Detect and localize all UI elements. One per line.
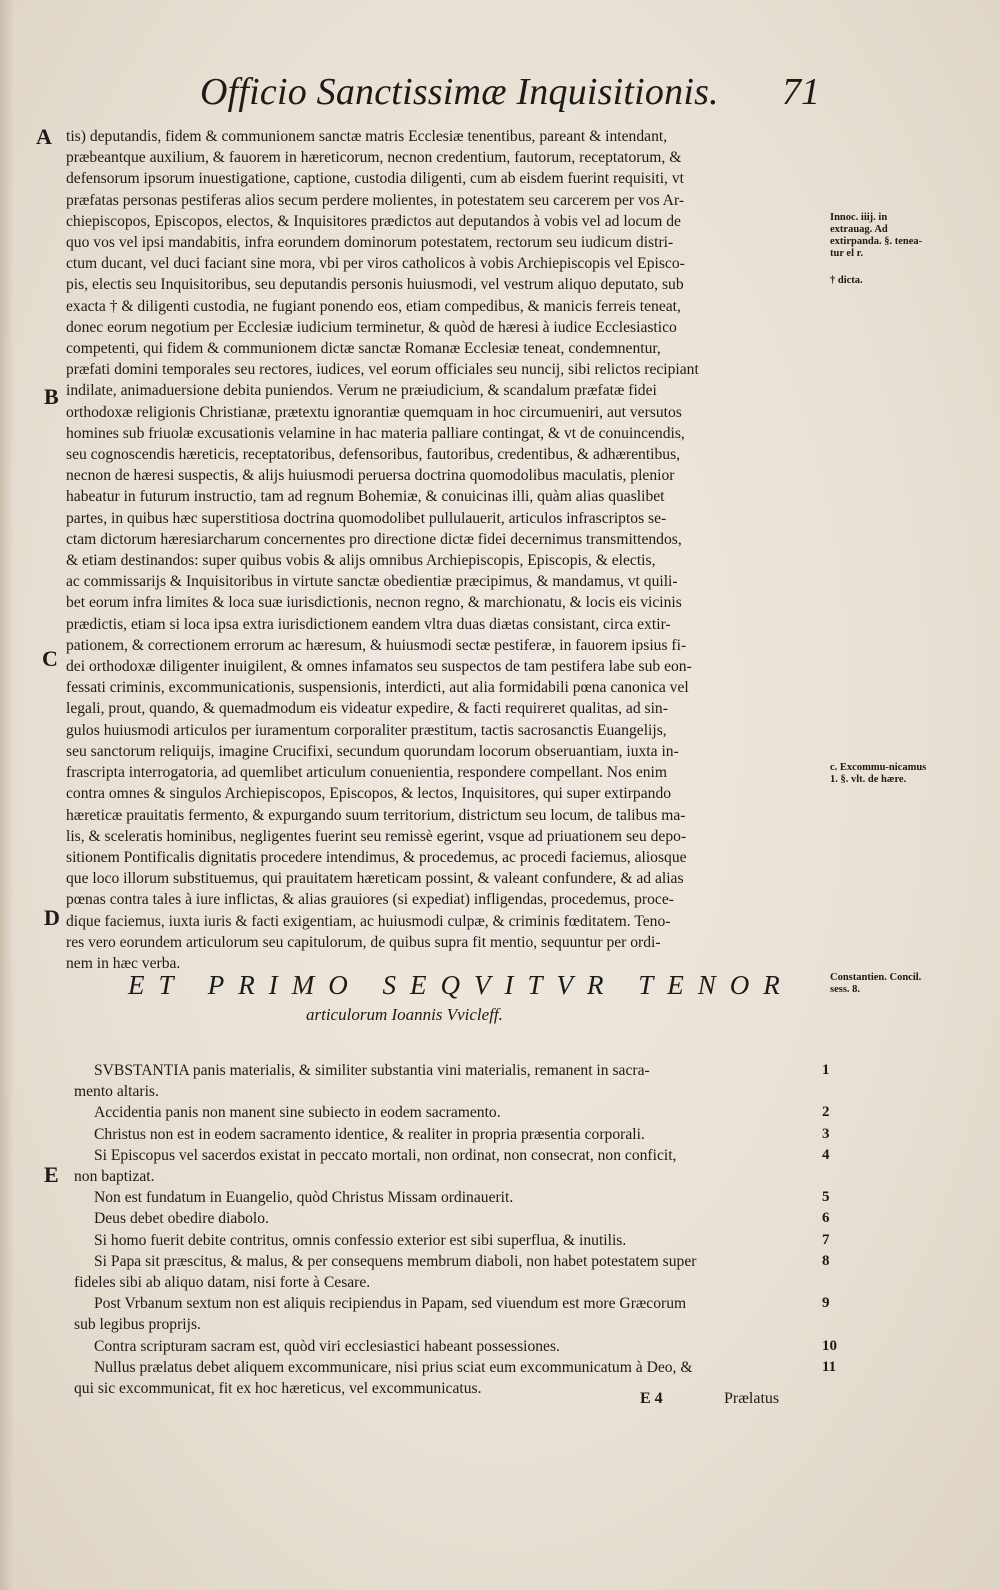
text-line: competenti, qui fidem & communionem dictæ sanctæ Romanæ Ecclesiæ teneat, condemnentur, — [66, 340, 661, 358]
article-text-continued: qui sic excommunicat, fit ex hoc hæreticus, vel excommunicatus. — [74, 1380, 482, 1398]
text-line: pœnas contra tales à iure inflictas, & alias grauiores (si expediat) infligendas, procedemus, proce- — [66, 891, 674, 909]
article-item — [74, 1336, 837, 1357]
text-line: exacta † & diligenti custodia, ne fugiant ponendo eos, etiam compedibus, & manicis ferreis teneat, — [66, 297, 681, 315]
article-text: Christus non est in eodem sacramento identice, & realiter in propria præsentia corporali. — [94, 1125, 645, 1143]
text-line: ac commissarijs & Inquisitoribus in virtute sanctæ obedientiæ præcipimus, & mandamus, vt quili- — [66, 573, 678, 591]
article-text: Si homo fuerit debite contritus, omnis confessio exterior est sibi superflua, & inutilis. — [94, 1231, 627, 1249]
catchword: Prælatus — [724, 1390, 780, 1407]
text-line: frascripta interrogatoria, ad quemlibet articulum conuenientia, respondere compellant. Nos enim — [66, 764, 668, 782]
text-line: contra omnes & singulos Archiepiscopos, Episcopos, & lectos, Inquisitores, qui super extirpando — [66, 785, 672, 803]
article-item — [74, 1251, 830, 1293]
article-text: Si Papa sit præscitus, & malus, & per consequens membrum diaboli, non habet potestatem super — [94, 1252, 697, 1270]
text-line: & etiam destinandos: super quibus vobis & alijs omnibus Archiepiscopis, Episcopis, & electis, — [66, 552, 656, 570]
text-line: indilate, animaduersione debita puniendos. Verum ne præiudicium, & scandalum præfatæ fidei — [66, 382, 657, 400]
page-footer — [640, 1390, 820, 1414]
text-line: seu sanctorum reliquijs, imagine Crucifixi, secundum quorundam locorum obseruantiam, iuxta in- — [66, 742, 679, 760]
article-text: Si Episcopus vel sacerdos existat in peccato mortali, non ordinat, non consecrat, non conficit, — [94, 1146, 677, 1164]
text-line: que loco illorum substituemus, qui prauitatem hæreticam possint, & valeant confundere, & ad alias — [66, 870, 684, 888]
margin-note-constantien: Constantien. Concil. sess. 8. — [830, 972, 922, 995]
margin-note-innoc: Innoc. iiij. in extrauag. Ad extirpanda. §. tenea-tur el r. — [830, 212, 923, 259]
text-line: seu cognoscendis hæreticis, receptatoribus, defensoribus, fautoribus, credentibus, & adhærentibus, — [66, 446, 681, 464]
text-line: necnon de hæresi suspectis, & alijs huiusmodi peruersa doctrina quomodolibus maculatis, plenior — [66, 467, 675, 485]
article-text: Contra scripturam sacram est, quòd viri ecclesiastici habeant possessiones. — [94, 1337, 560, 1355]
text-line: præbeantque auxilium, & fauorem in hæreticorum, necnon credentium, fautorum, receptatorum, & — [66, 149, 682, 167]
text-line: dique faciemus, iuxta iuris & facti exigentiam, ac huiusmodi culpæ, & criminis fœditatem. Teno- — [66, 912, 671, 930]
text-line: pis, electis seu Inquisitoribus, seu deputandis personis huiusmodi, vel vestrum aliquo deputato, sub — [66, 276, 684, 294]
article-item — [74, 1208, 830, 1229]
text-line: ctum ducant, vel duci faciant sine mora, vbi per viros catholicos à vobis Archiepiscopis vel Episco- — [66, 255, 685, 273]
page-gutter-shadow — [0, 0, 14, 1590]
running-head — [200, 70, 820, 120]
section-letter-a: A — [36, 124, 52, 149]
margin-note-dicta: † dicta. — [830, 275, 863, 286]
text-line: fessati criminis, excommunicationis, suspensionis, interdicti, aut alia formidabili pœna canonica vel — [66, 679, 689, 697]
section-heading: ET PRIMO SEQVITVR TENOR — [128, 970, 794, 1000]
section-letter-d: D — [44, 905, 60, 930]
text-line: lis, & sceleratis hominibus, negligentes fuerint seu remissè egerint, vsque ad priuationem seu depo- — [66, 827, 687, 845]
article-text: Deus debet obedire diabolo. — [94, 1210, 269, 1228]
page-number: 71 — [782, 71, 820, 113]
article-text-continued: fideles sibi ab aliquo datam, nisi forte à Cesare. — [74, 1274, 371, 1292]
article-item — [74, 1230, 830, 1251]
running-title: Officio Sanctissimæ Inquisitionis. — [200, 71, 719, 113]
article-number: 9 — [822, 1295, 830, 1312]
main-text — [66, 126, 818, 974]
text-line: partes, in quibus hæc superstitiosa doctrina quomodolibet pullulauerit, articulos infrascriptos se- — [66, 509, 667, 527]
section-letter-e: E — [44, 1162, 59, 1187]
signature-mark: E 4 — [640, 1390, 663, 1407]
article-number: 7 — [822, 1231, 830, 1248]
article-number: 6 — [822, 1210, 830, 1227]
article-text: Nullus prælatus debet aliquem excommunicare, nisi prius sciat eum excommunicatum à Deo, & — [94, 1358, 693, 1376]
margin-note-excommunicamus: c. Excommu-nicamus 1. §. vlt. de hære. — [830, 762, 927, 785]
article-item — [74, 1060, 830, 1102]
text-line: legali, prout, quando, & quemadmodum eis videatur expedire, & facti requireret qualitas, ad sin- — [66, 700, 668, 718]
article-text-continued: non baptizat. — [74, 1168, 155, 1186]
text-line: præfati domini temporales seu rectores, iudices, vel eorum officiales seu nuncij, sibi relictos recipiant — [66, 361, 699, 379]
article-number: 8 — [822, 1252, 830, 1269]
text-line: defensorum ipsorum inuestigatione, captione, custodia diligenti, cum ab eisdem fuerint requisiti, vt — [66, 170, 684, 188]
text-line: pationem, & correctionem errorum ac hæresum, & huiusmodi sectæ pestiferæ, in fauorem ipsius fi- — [66, 636, 687, 654]
text-line: prædictis, etiam si loca ipsa extra iurisdictionem eandem vltra duas diætas consistant, circa extir- — [66, 615, 671, 633]
text-line: præfatas personas pestiferas alios secum perdere molientes, in potestatem seu carcerem per vos Ar- — [66, 191, 685, 209]
article-number: 1 — [822, 1062, 830, 1078]
article-number: 11 — [822, 1358, 837, 1375]
article-item — [74, 1102, 830, 1123]
article-text-continued: mento altaris. — [74, 1083, 159, 1101]
text-line: gulos huiusmodi articulos per iuramentum corporaliter præstitum, tactis sacrosanctis Euangelijs, — [66, 721, 667, 739]
text-line: nem in hæc verba. — [66, 954, 181, 972]
section-letter-b: B — [44, 384, 59, 409]
article-number: 2 — [822, 1104, 830, 1121]
text-line: donec eorum negotium per Ecclesiæ iudicium terminetur, & quòd de hæresi à iudice Ecclesiastico — [66, 318, 677, 336]
article-item — [74, 1124, 830, 1145]
article-number: 4 — [822, 1146, 830, 1163]
articles-list — [74, 1060, 837, 1399]
text-line: homines sub friuolæ excusationis velamine in hac materia palliare contingat, & vt de conuincendis, — [66, 424, 685, 442]
section-subheading: articulorum Ioannis Vvicleff. — [306, 1005, 503, 1024]
section-letter-c: C — [42, 646, 58, 671]
article-number: 5 — [822, 1189, 830, 1206]
article-text: Post Vrbanum sextum non est aliquis recipiendus in Papam, sed viuendum est more Græcorum — [94, 1295, 687, 1313]
text-line: bet eorum infra limites & loca suæ iurisdictionis, necnon regno, & marchionatu, & locis eis vicinis — [66, 594, 682, 612]
article-text: Accidentia panis non manent sine subiecto in eodem sacramento. — [94, 1104, 501, 1122]
text-line: orthodoxæ religionis Christianæ, prætextu ignorantiæ quemquam in hoc circumueniri, aut versutos — [66, 403, 682, 421]
text-line: habeatur in futurum instructio, tam ad regnum Bohemiæ, & conuicinas illi, quàm alias quaslibet — [66, 488, 665, 506]
text-line: tis) deputandis, fidem & communionem sanctæ matris Ecclesiæ tenentibus, pareant & intendant, — [66, 128, 668, 145]
article-text: SVBSTANTIA panis materialis, & similiter substantia vini materialis, remanent in sacra- — [94, 1062, 650, 1079]
text-line: dei orthodoxæ diligenter inuigilent, & omnes infamatos seu suspectos de tam pestifera labe sub eon- — [66, 658, 692, 676]
text-line: quo vos vel ipsi mandabitis, infra eorundem dominorum potestatem, rectorum seu iudicum distri- — [66, 234, 674, 252]
text-line: ctam dictorum hæresiarcharum concernentes pro directione dictæ fidei decernimus transmittendos, — [66, 530, 682, 548]
text-line: chiepiscopos, Episcopos, electos, & Inquisitores prædictos aut deputandos à vobis vel ad locum de — [66, 212, 681, 230]
article-number: 10 — [822, 1337, 837, 1354]
article-item — [74, 1293, 830, 1335]
text-line: res vero eorundem articulorum seu capitulorum, de quibus supra fit mentio, sequuntur per ordi- — [66, 933, 661, 951]
article-item — [74, 1187, 830, 1208]
article-number: 3 — [822, 1125, 830, 1142]
article-text: Non est fundatum in Euangelio, quòd Christus Missam ordinauerit. — [94, 1189, 514, 1207]
text-line: sitionem Pontificalis dignitatis procedere intendimus, & procedemus, ac procedi faciemus, aliosque — [66, 848, 687, 866]
text-line: hæreticæ prauitatis fermento, & expurgando suum territorium, districtum seu locum, de talibus ma- — [66, 806, 686, 824]
article-item — [74, 1145, 830, 1187]
article-text-continued: sub legibus proprijs. — [74, 1316, 201, 1334]
